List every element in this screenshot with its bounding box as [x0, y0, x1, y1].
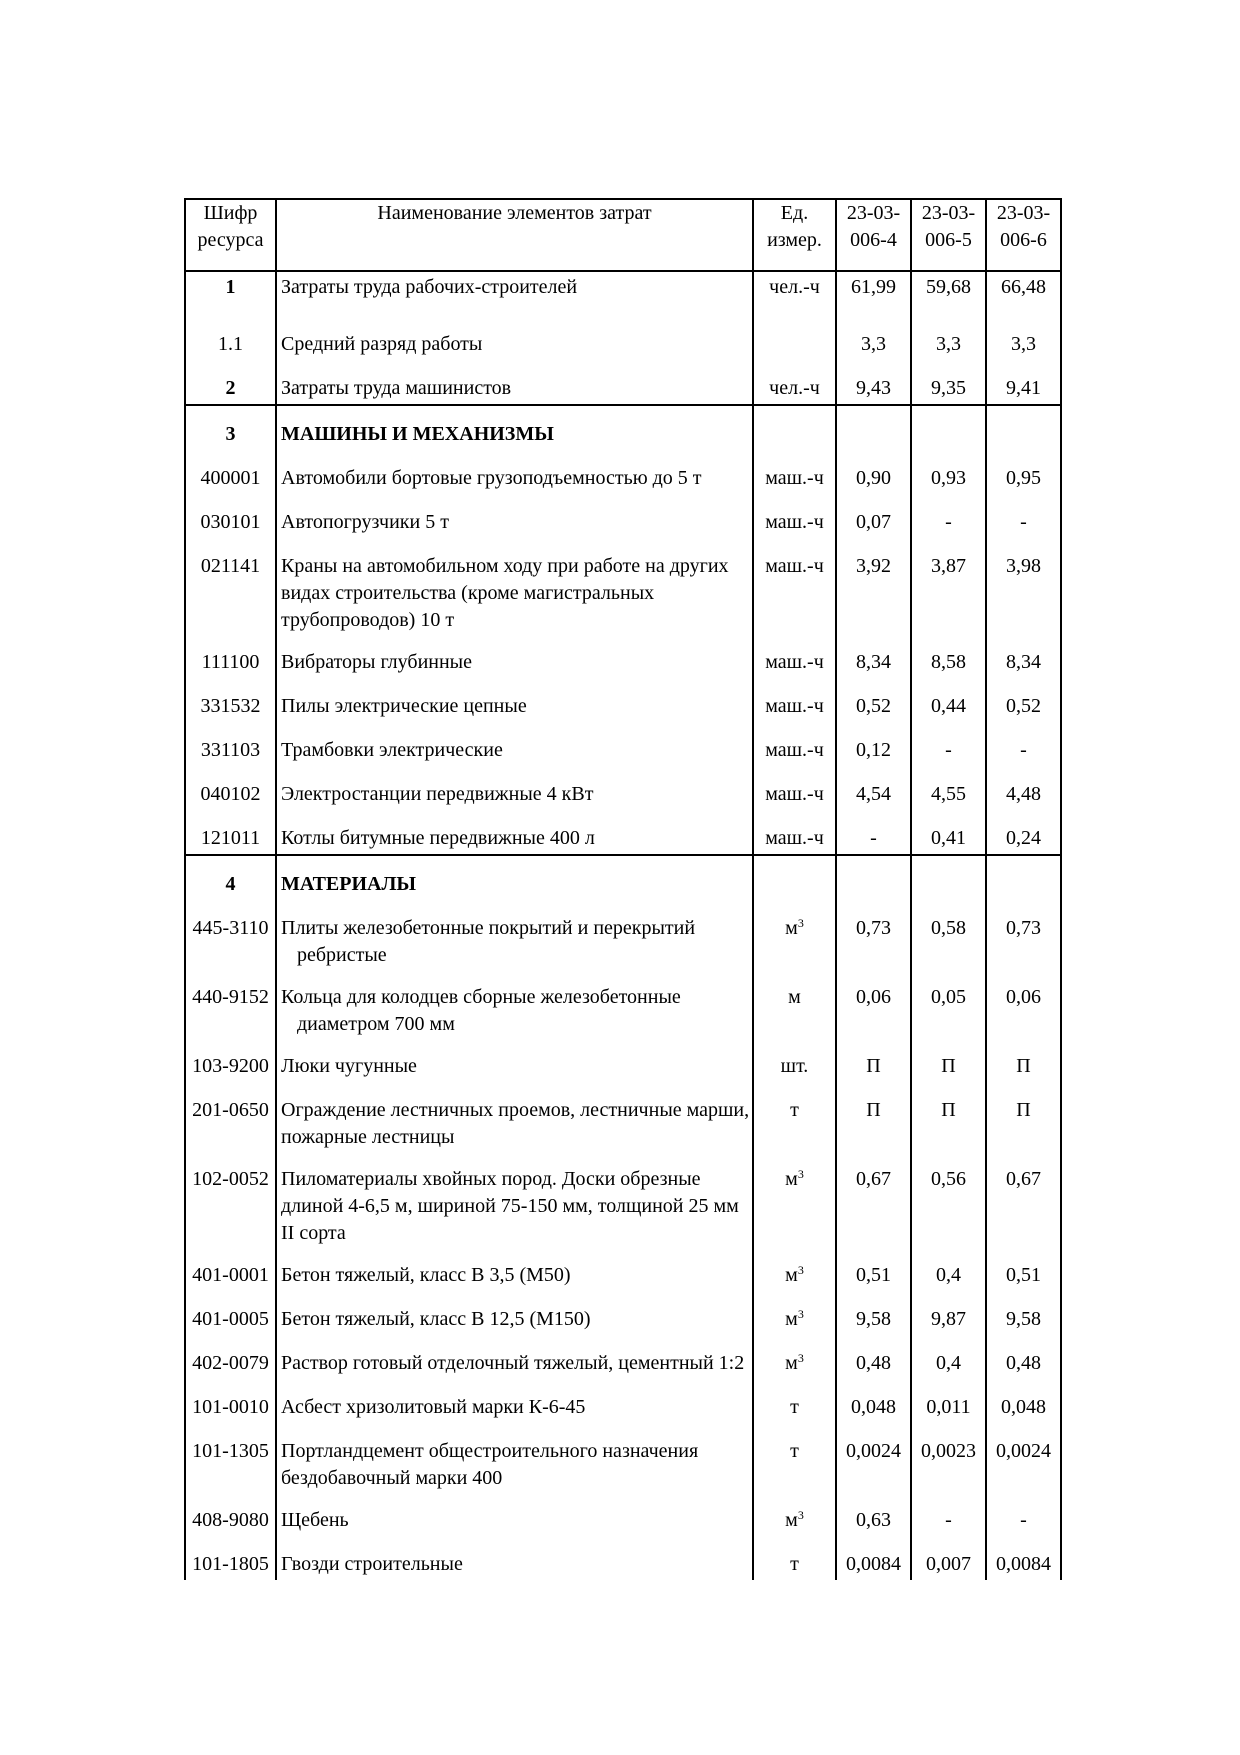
value-col-1: 0,0024 [836, 1423, 911, 1492]
value-col-1: 0,90 [836, 450, 911, 494]
resource-code: 121011 [185, 810, 276, 855]
resource-code: 030101 [185, 494, 276, 538]
value-col-1: 9,58 [836, 1291, 911, 1335]
value-col-2: 0,011 [911, 1379, 986, 1423]
value-col-3: - [986, 722, 1061, 766]
resource-name: Затраты труда машинистов [276, 360, 753, 405]
value-col-3: 0,48 [986, 1335, 1061, 1379]
unit-of-measure: маш.-ч [753, 494, 836, 538]
resource-name: Кольца для колодцев сборные железобетонные диаметром 700 мм [276, 969, 753, 1038]
unit-of-measure: маш.-ч [753, 678, 836, 722]
table-row [185, 1082, 1061, 1151]
unit-of-measure: маш.-ч [753, 450, 836, 494]
value-col-3 [986, 405, 1061, 450]
table-row [185, 316, 1061, 360]
unit-of-measure: чел.-ч [753, 360, 836, 405]
unit-of-measure: $м^3$ [753, 1492, 836, 1536]
value-col-3: 0,048 [986, 1379, 1061, 1423]
table-row [185, 1379, 1061, 1423]
value-col-3: 0,95 [986, 450, 1061, 494]
resource-code: 101-1305 [185, 1423, 276, 1492]
value-col-2: П [911, 1038, 986, 1082]
resource-name: Вибраторы глубинные [276, 634, 753, 678]
unit-of-measure [753, 316, 836, 360]
value-col-1: 3,92 [836, 538, 911, 634]
value-col-2: - [911, 494, 986, 538]
value-col-2: 0,44 [911, 678, 986, 722]
value-col-2: 0,0023 [911, 1423, 986, 1492]
value-col-3: 0,24 [986, 810, 1061, 855]
unit-of-measure: $м^3$ [753, 1247, 836, 1291]
table-row [185, 538, 1061, 634]
resource-name: Пиломатериалы хвойных пород. Доски обрезные длиной 4-6,5 м, шириной 75-150 мм, толщиной 25 мм II сорта [276, 1151, 753, 1247]
value-col-3: 4,48 [986, 766, 1061, 810]
value-col-1: 0,73 [836, 900, 911, 969]
header-col-3: 23-03-006-6 [986, 199, 1061, 271]
value-col-3: 0,67 [986, 1151, 1061, 1247]
resource-name: Бетон тяжелый, класс В 3,5 (М50) [276, 1247, 753, 1291]
unit-of-measure: шт. [753, 1038, 836, 1082]
resource-code: 040102 [185, 766, 276, 810]
value-col-1: 9,43 [836, 360, 911, 405]
value-col-2: 3,3 [911, 316, 986, 360]
resource-name: Асбест хризолитовый марки К-6-45 [276, 1379, 753, 1423]
value-col-2: 59,68 [911, 271, 986, 316]
resource-name: Краны на автомобильном ходу при работе на других видах строительства (кроме магистральных трубопроводов) 10 т [276, 538, 753, 634]
table-row [185, 1492, 1061, 1536]
unit-of-measure: т [753, 1536, 836, 1580]
value-col-2: 3,87 [911, 538, 986, 634]
header-col-1: 23-03-006-4 [836, 199, 911, 271]
value-col-2: 0,4 [911, 1335, 986, 1379]
resource-code: 1 [185, 271, 276, 316]
value-col-2: П [911, 1082, 986, 1151]
header-col-2: 23-03-006-5 [911, 199, 986, 271]
value-col-3: 0,52 [986, 678, 1061, 722]
resource-name: Люки чугунные [276, 1038, 753, 1082]
resource-code: 445-3110 [185, 900, 276, 969]
resource-code: 402-0079 [185, 1335, 276, 1379]
resource-code: 440-9152 [185, 969, 276, 1038]
value-col-1 [836, 405, 911, 450]
value-col-2: 9,35 [911, 360, 986, 405]
value-col-3: 8,34 [986, 634, 1061, 678]
value-col-2: 0,56 [911, 1151, 986, 1247]
value-col-2: 8,58 [911, 634, 986, 678]
resource-code: 111100 [185, 634, 276, 678]
resource-code: 102-0052 [185, 1151, 276, 1247]
resource-code: 400001 [185, 450, 276, 494]
unit-of-measure: $м^3$ [753, 1291, 836, 1335]
value-col-3: П [986, 1082, 1061, 1151]
unit-of-measure: т [753, 1423, 836, 1492]
table-body [185, 271, 1061, 1580]
table-row [185, 360, 1061, 405]
resource-code: 3 [185, 405, 276, 450]
resource-table-page [184, 198, 1060, 1580]
value-col-1: 4,54 [836, 766, 911, 810]
value-col-1 [836, 855, 911, 900]
resource-name: Бетон тяжелый, класс В 12,5 (М150) [276, 1291, 753, 1335]
value-col-2: 9,87 [911, 1291, 986, 1335]
resource-name: Трамбовки электрические [276, 722, 753, 766]
unit-of-measure [753, 405, 836, 450]
value-col-2: 0,93 [911, 450, 986, 494]
table-row [185, 855, 1061, 900]
value-col-1: 0,63 [836, 1492, 911, 1536]
resource-code: 021141 [185, 538, 276, 634]
value-col-1: 61,99 [836, 271, 911, 316]
unit-of-measure: м [753, 969, 836, 1038]
resource-code: 101-0010 [185, 1379, 276, 1423]
resource-name: Гвозди строительные [276, 1536, 753, 1580]
value-col-2 [911, 855, 986, 900]
unit-of-measure [753, 855, 836, 900]
table-row [185, 678, 1061, 722]
table-row [185, 450, 1061, 494]
table-row [185, 634, 1061, 678]
table-header [185, 199, 1061, 271]
value-col-3: 0,51 [986, 1247, 1061, 1291]
table-row [185, 766, 1061, 810]
resource-code: 103-9200 [185, 1038, 276, 1082]
resource-name: Пилы электрические цепные [276, 678, 753, 722]
value-col-3 [986, 855, 1061, 900]
value-col-2: 0,58 [911, 900, 986, 969]
value-col-3: 3,98 [986, 538, 1061, 634]
value-col-1: П [836, 1082, 911, 1151]
resource-name: Плиты железобетонные покрытий и перекрытий ребристые [276, 900, 753, 969]
resource-name: Щебень [276, 1492, 753, 1536]
value-col-2 [911, 405, 986, 450]
resource-name: Ограждение лестничных проемов, лестничные марши, пожарные лестницы [276, 1082, 753, 1151]
table-row [185, 405, 1061, 450]
value-col-3: 0,06 [986, 969, 1061, 1038]
value-col-1: 0,12 [836, 722, 911, 766]
table-row [185, 1291, 1061, 1335]
resource-code: 331103 [185, 722, 276, 766]
value-col-3: 0,73 [986, 900, 1061, 969]
value-col-1: 8,34 [836, 634, 911, 678]
unit-of-measure: $м^3$ [753, 1335, 836, 1379]
value-col-3: 3,3 [986, 316, 1061, 360]
value-col-1: 3,3 [836, 316, 911, 360]
value-col-3: 0,0084 [986, 1536, 1061, 1580]
table-row [185, 969, 1061, 1038]
value-col-1: 0,51 [836, 1247, 911, 1291]
resource-name: МАШИНЫ И МЕХАНИЗМЫ [276, 405, 753, 450]
header-name: Наименование элементов затрат [276, 199, 753, 271]
unit-of-measure: маш.-ч [753, 722, 836, 766]
value-col-2: 0,007 [911, 1536, 986, 1580]
resource-name: МАТЕРИАЛЫ [276, 855, 753, 900]
table-row [185, 722, 1061, 766]
resource-table [184, 198, 1062, 1580]
value-col-1: 0,67 [836, 1151, 911, 1247]
table-row [185, 900, 1061, 969]
table-row [185, 1247, 1061, 1291]
value-col-2: 0,4 [911, 1247, 986, 1291]
table-row [185, 494, 1061, 538]
resource-code: 401-0001 [185, 1247, 276, 1291]
value-col-3: П [986, 1038, 1061, 1082]
resource-name: Котлы битумные передвижные 400 л [276, 810, 753, 855]
unit-of-measure: маш.-ч [753, 810, 836, 855]
header-code: Шифр ресурса [185, 199, 276, 271]
resource-code: 331532 [185, 678, 276, 722]
resource-code: 401-0005 [185, 1291, 276, 1335]
value-col-3: 66,48 [986, 271, 1061, 316]
resource-code: 1.1 [185, 316, 276, 360]
value-col-2: - [911, 1492, 986, 1536]
header-unit: Ед. измер. [753, 199, 836, 271]
resource-name: Автопогрузчики 5 т [276, 494, 753, 538]
table-row [185, 1038, 1061, 1082]
value-col-3: 9,41 [986, 360, 1061, 405]
table-row [185, 1151, 1061, 1247]
table-row [185, 1335, 1061, 1379]
value-col-3: 9,58 [986, 1291, 1061, 1335]
unit-of-measure: т [753, 1379, 836, 1423]
unit-of-measure: маш.-ч [753, 634, 836, 678]
value-col-1: - [836, 810, 911, 855]
unit-of-measure: $м^3$ [753, 1151, 836, 1247]
resource-code: 201-0650 [185, 1082, 276, 1151]
resource-name: Автомобили бортовые грузоподъемностью до 5 т [276, 450, 753, 494]
value-col-1: П [836, 1038, 911, 1082]
value-col-3: - [986, 494, 1061, 538]
value-col-3: - [986, 1492, 1061, 1536]
value-col-2: - [911, 722, 986, 766]
value-col-3: 0,0024 [986, 1423, 1061, 1492]
value-col-1: 0,0084 [836, 1536, 911, 1580]
table-row [185, 1536, 1061, 1580]
table-row [185, 1423, 1061, 1492]
value-col-1: 0,48 [836, 1335, 911, 1379]
value-col-1: 0,52 [836, 678, 911, 722]
resource-code: 408-9080 [185, 1492, 276, 1536]
value-col-1: 0,06 [836, 969, 911, 1038]
resource-code: 4 [185, 855, 276, 900]
resource-name: Затраты труда рабочих-строителей [276, 271, 753, 316]
value-col-1: 0,07 [836, 494, 911, 538]
value-col-2: 4,55 [911, 766, 986, 810]
table-row [185, 810, 1061, 855]
unit-of-measure: т [753, 1082, 836, 1151]
value-col-2: 0,05 [911, 969, 986, 1038]
resource-name: Электростанции передвижные 4 кВт [276, 766, 753, 810]
resource-name: Портландцемент общестроительного назначения бездобавочный марки 400 [276, 1423, 753, 1492]
table-row [185, 271, 1061, 316]
unit-of-measure: $м^3$ [753, 900, 836, 969]
unit-of-measure: маш.-ч [753, 538, 836, 634]
resource-name: Средний разряд работы [276, 316, 753, 360]
resource-name: Раствор готовый отделочный тяжелый, цементный 1:2 [276, 1335, 753, 1379]
resource-code: 2 [185, 360, 276, 405]
unit-of-measure: маш.-ч [753, 766, 836, 810]
resource-code: 101-1805 [185, 1536, 276, 1580]
value-col-2: 0,41 [911, 810, 986, 855]
unit-of-measure: чел.-ч [753, 271, 836, 316]
value-col-1: 0,048 [836, 1379, 911, 1423]
